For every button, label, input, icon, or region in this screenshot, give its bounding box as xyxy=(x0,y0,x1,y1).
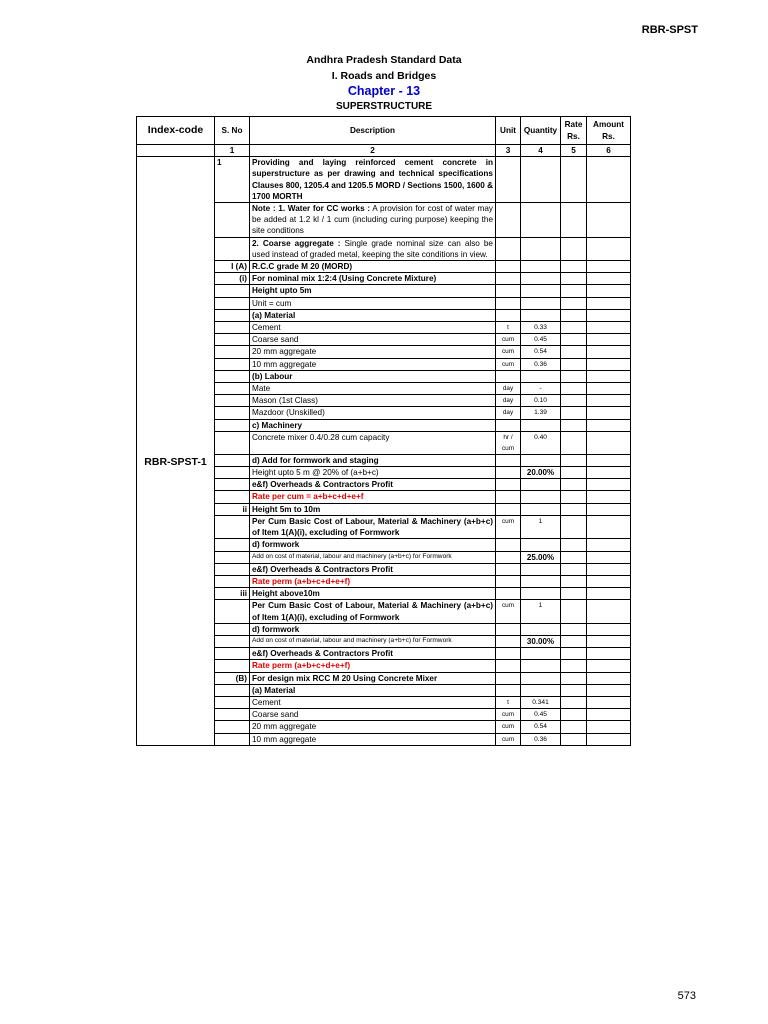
unit-cell xyxy=(496,467,521,479)
column-number: 3 xyxy=(496,145,521,157)
sno-cell xyxy=(215,551,250,563)
amount-cell xyxy=(587,358,631,370)
description-lead: Note : 1. Water for CC works : xyxy=(252,204,371,214)
quantity-cell: 0.341 xyxy=(521,696,561,708)
column-number: 4 xyxy=(521,145,561,157)
sno-cell: I (A) xyxy=(215,261,250,273)
unit-cell: cum xyxy=(496,709,521,721)
description-cell: Mazdoor (Unskilled) xyxy=(250,407,496,419)
description-cell: For nominal mix 1:2:4 (Using Concrete Mixture) xyxy=(250,273,496,285)
description-cell: Cement xyxy=(250,322,496,334)
amount-cell xyxy=(587,237,631,260)
rate-cell xyxy=(561,539,587,551)
sno-cell xyxy=(215,467,250,479)
unit-cell: cum xyxy=(496,334,521,346)
unit-cell xyxy=(496,563,521,575)
sno-cell: (B) xyxy=(215,672,250,684)
document-code: RBR-SPST xyxy=(641,24,698,36)
rate-cell xyxy=(561,407,587,419)
amount-cell xyxy=(587,285,631,297)
amount-cell xyxy=(587,395,631,407)
unit-cell xyxy=(496,309,521,321)
rate-cell xyxy=(561,297,587,309)
quantity-cell xyxy=(521,203,561,238)
amount-cell xyxy=(587,635,631,647)
rate-cell xyxy=(561,419,587,431)
sno-cell xyxy=(215,696,250,708)
rate-cell xyxy=(561,261,587,273)
column-number-row xyxy=(137,145,631,157)
header-description: Description xyxy=(250,117,496,145)
sno-cell xyxy=(215,660,250,672)
quantity-cell xyxy=(521,503,561,515)
quantity-cell xyxy=(521,479,561,491)
description-cell: d) formwork xyxy=(250,539,496,551)
description-cell: c) Machinery xyxy=(250,419,496,431)
quantity-cell xyxy=(521,491,561,503)
quantity-cell: 0.54 xyxy=(521,346,561,358)
sno-cell xyxy=(215,515,250,538)
amount-cell xyxy=(587,551,631,563)
unit-cell: day xyxy=(496,383,521,395)
rate-cell xyxy=(561,203,587,238)
amount-cell xyxy=(587,575,631,587)
amount-cell xyxy=(587,660,631,672)
description-cell: e&f) Overheads & Contractors Profit xyxy=(250,648,496,660)
description-cell: (b) Labour xyxy=(250,370,496,382)
description-cell: d) Add for formwork and staging xyxy=(250,454,496,466)
quantity-cell: 0.36 xyxy=(521,358,561,370)
description-cell: Rate per cum = a+b+c+d+e+f xyxy=(250,491,496,503)
rate-cell xyxy=(561,588,587,600)
description-cell: Height upto 5 m @ 20% of (a+b+c) xyxy=(250,467,496,479)
table-header-row xyxy=(137,117,631,145)
index-code-cell: RBR-SPST-1 xyxy=(137,157,215,746)
sno-cell xyxy=(215,648,250,660)
description-cell: Per Cum Basic Cost of Labour, Material & Machinery (a+b+c) of Item 1(A)(i), excluding of Formwork xyxy=(250,600,496,623)
column-number: 2 xyxy=(250,145,496,157)
sno-cell xyxy=(215,395,250,407)
sno-cell xyxy=(215,203,250,238)
quantity-cell xyxy=(521,419,561,431)
unit-cell xyxy=(496,575,521,587)
description-cell: Height 5m to 10m xyxy=(250,503,496,515)
unit-cell xyxy=(496,539,521,551)
amount-cell xyxy=(587,733,631,745)
amount-cell xyxy=(587,539,631,551)
description-cell: R.C.C grade M 20 (MORD) xyxy=(250,261,496,273)
sno-cell xyxy=(215,479,250,491)
quantity-cell xyxy=(521,684,561,696)
chapter-heading: Chapter - 13 xyxy=(347,84,421,98)
unit-cell xyxy=(496,672,521,684)
quantity-cell xyxy=(521,297,561,309)
unit-cell xyxy=(496,237,521,260)
sno-cell xyxy=(215,431,250,454)
amount-cell xyxy=(587,600,631,623)
amount-cell xyxy=(587,648,631,660)
rate-cell xyxy=(561,672,587,684)
quantity-cell xyxy=(521,454,561,466)
quantity-cell xyxy=(521,237,561,260)
quantity-cell xyxy=(521,285,561,297)
amount-cell xyxy=(587,672,631,684)
quantity-cell: 0.45 xyxy=(521,709,561,721)
unit-cell: cum xyxy=(496,358,521,370)
unit-cell: day xyxy=(496,395,521,407)
amount-cell xyxy=(587,370,631,382)
header-quantity: Quantity xyxy=(521,117,561,145)
header-rate: Rate Rs. xyxy=(561,117,587,145)
unit-cell: t xyxy=(496,322,521,334)
quantity-cell: - xyxy=(521,383,561,395)
header-amount: Amount Rs. xyxy=(587,117,631,145)
page-number: 573 xyxy=(677,990,696,1002)
description-cell: Add on cost of material, labour and machinery (a+b+c) for Formwork xyxy=(250,551,496,563)
rate-cell xyxy=(561,395,587,407)
description-cell xyxy=(250,237,496,260)
rate-cell xyxy=(561,515,587,538)
amount-cell xyxy=(587,467,631,479)
unit-cell xyxy=(496,370,521,382)
rate-cell xyxy=(561,733,587,745)
rate-cell xyxy=(561,383,587,395)
description-cell: Coarse sand xyxy=(250,334,496,346)
sno-cell xyxy=(215,419,250,431)
amount-cell xyxy=(587,346,631,358)
rate-cell xyxy=(561,575,587,587)
quantity-cell xyxy=(521,672,561,684)
amount-cell xyxy=(587,261,631,273)
amount-cell xyxy=(587,684,631,696)
rate-cell xyxy=(561,721,587,733)
unit-cell: day xyxy=(496,407,521,419)
quantity-cell xyxy=(521,261,561,273)
unit-cell xyxy=(496,635,521,647)
rate-cell xyxy=(561,600,587,623)
unit-cell xyxy=(496,588,521,600)
quantity-cell: 0.10 xyxy=(521,395,561,407)
rate-cell xyxy=(561,660,587,672)
amount-cell xyxy=(587,515,631,538)
description-cell: e&f) Overheads & Contractors Profit xyxy=(250,563,496,575)
amount-cell xyxy=(587,419,631,431)
rate-cell xyxy=(561,285,587,297)
unit-cell: cum xyxy=(496,600,521,623)
sno-cell xyxy=(215,600,250,623)
description-cell: Providing and laying reinforced cement concrete in superstructure as per drawing and technical specifications Clauses 800, 1205.4 and 1205.5 MORD / Sections 1500, 1600 & 1700 MORTH xyxy=(250,157,496,203)
amount-cell xyxy=(587,623,631,635)
sno-cell xyxy=(215,491,250,503)
description-cell: d) formwork xyxy=(250,623,496,635)
sno-cell: ii xyxy=(215,503,250,515)
quantity-cell xyxy=(521,309,561,321)
description-cell xyxy=(250,203,496,238)
quantity-cell: 30.00% xyxy=(521,635,561,647)
amount-cell xyxy=(587,696,631,708)
unit-cell: cum xyxy=(496,346,521,358)
quantity-cell xyxy=(521,370,561,382)
quantity-cell xyxy=(521,539,561,551)
unit-cell xyxy=(496,454,521,466)
quantity-cell: 0.40 xyxy=(521,431,561,454)
rate-cell xyxy=(561,503,587,515)
quantity-cell: 1 xyxy=(521,600,561,623)
amount-cell xyxy=(587,297,631,309)
rate-cell xyxy=(561,696,587,708)
amount-cell xyxy=(587,273,631,285)
unit-cell xyxy=(496,551,521,563)
rate-cell xyxy=(561,322,587,334)
unit-cell xyxy=(496,660,521,672)
unit-cell xyxy=(496,261,521,273)
description-cell: (a) Material xyxy=(250,684,496,696)
sno-cell xyxy=(215,539,250,551)
column-number: 6 xyxy=(587,145,631,157)
document-subtitle: I. Roads and Bridges xyxy=(331,70,437,82)
amount-cell xyxy=(587,334,631,346)
sno-cell xyxy=(215,623,250,635)
description-cell: Unit = cum xyxy=(250,297,496,309)
quantity-cell: 0.33 xyxy=(521,322,561,334)
description-cell: Mason (1st Class) xyxy=(250,395,496,407)
rate-cell xyxy=(561,648,587,660)
unit-cell xyxy=(496,491,521,503)
amount-cell xyxy=(587,454,631,466)
unit-cell: cum xyxy=(496,515,521,538)
rate-cell xyxy=(561,157,587,203)
description-cell: 10 mm aggregate xyxy=(250,733,496,745)
rate-cell xyxy=(561,467,587,479)
description-cell: 10 mm aggregate xyxy=(250,358,496,370)
description-cell: Per Cum Basic Cost of Labour, Material & Machinery (a+b+c) of Item 1(A)(i), excluding of Formwork xyxy=(250,515,496,538)
sno-cell xyxy=(215,454,250,466)
sno-cell: 1 xyxy=(215,157,250,203)
column-number: 5 xyxy=(561,145,587,157)
amount-cell xyxy=(587,157,631,203)
amount-cell xyxy=(587,588,631,600)
sno-cell xyxy=(215,407,250,419)
rate-cell xyxy=(561,431,587,454)
sno-cell xyxy=(215,285,250,297)
description-lead: 2. Coarse aggregate : xyxy=(252,238,341,248)
description-cell: Height upto 5m xyxy=(250,285,496,297)
sno-cell xyxy=(215,733,250,745)
sno-cell xyxy=(215,309,250,321)
quantity-cell xyxy=(521,575,561,587)
quantity-cell xyxy=(521,157,561,203)
rate-cell xyxy=(561,309,587,321)
description-cell: (a) Material xyxy=(250,309,496,321)
amount-cell xyxy=(587,407,631,419)
header-unit: Unit xyxy=(496,117,521,145)
rate-cell xyxy=(561,563,587,575)
amount-cell xyxy=(587,563,631,575)
amount-cell xyxy=(587,431,631,454)
quantity-cell: 20.00% xyxy=(521,467,561,479)
unit-cell xyxy=(496,623,521,635)
sno-cell xyxy=(215,237,250,260)
quantity-cell: 0.45 xyxy=(521,334,561,346)
quantity-cell xyxy=(521,648,561,660)
quantity-cell: 0.36 xyxy=(521,733,561,745)
sno-cell xyxy=(215,575,250,587)
unit-cell: cum xyxy=(496,733,521,745)
sno-cell xyxy=(215,383,250,395)
document-title: Andhra Pradesh Standard Data xyxy=(306,54,462,66)
sno-cell xyxy=(215,721,250,733)
table-row xyxy=(137,157,631,203)
sno-cell xyxy=(215,635,250,647)
unit-cell: t xyxy=(496,696,521,708)
sno-cell xyxy=(215,684,250,696)
unit-cell xyxy=(496,273,521,285)
amount-cell xyxy=(587,322,631,334)
description-cell: Add on cost of material, labour and machinery (a+b+c) for Formwork xyxy=(250,635,496,647)
rate-cell xyxy=(561,551,587,563)
unit-cell xyxy=(496,419,521,431)
amount-cell xyxy=(587,203,631,238)
sno-cell xyxy=(215,370,250,382)
unit-cell xyxy=(496,479,521,491)
unit-cell xyxy=(496,203,521,238)
amount-cell xyxy=(587,721,631,733)
rate-cell xyxy=(561,273,587,285)
description-cell: Coarse sand xyxy=(250,709,496,721)
description-cell: e&f) Overheads & Contractors Profit xyxy=(250,479,496,491)
unit-cell xyxy=(496,648,521,660)
rate-cell xyxy=(561,635,587,647)
quantity-cell xyxy=(521,273,561,285)
amount-cell xyxy=(587,491,631,503)
description-cell: Height above10m xyxy=(250,588,496,600)
unit-cell: cum xyxy=(496,721,521,733)
sno-cell: iii xyxy=(215,588,250,600)
quantity-cell xyxy=(521,563,561,575)
rate-cell xyxy=(561,237,587,260)
quantity-cell: 0.54 xyxy=(521,721,561,733)
description-cell: For design mix RCC M 20 Using Concrete Mixer xyxy=(250,672,496,684)
unit-cell xyxy=(496,157,521,203)
section-heading: SUPERSTRUCTURE xyxy=(335,101,433,112)
rate-cell xyxy=(561,684,587,696)
sno-cell: (i) xyxy=(215,273,250,285)
unit-cell xyxy=(496,503,521,515)
rate-cell xyxy=(561,334,587,346)
description-cell: Rate perm (a+b+c+d+e+f) xyxy=(250,660,496,672)
column-number-blank xyxy=(137,145,215,157)
unit-cell xyxy=(496,684,521,696)
header-sno: S. No xyxy=(215,117,250,145)
sno-cell xyxy=(215,297,250,309)
description-text: A provision for cost of water may be added at 1.2 kl / 1 cum (including curing purpose) keeping the site conditions xyxy=(252,204,493,236)
unit-cell: hr / cum xyxy=(496,431,521,454)
sno-cell xyxy=(215,358,250,370)
rate-cell xyxy=(561,358,587,370)
quantity-cell xyxy=(521,623,561,635)
description-cell: 20 mm aggregate xyxy=(250,346,496,358)
unit-cell xyxy=(496,297,521,309)
amount-cell xyxy=(587,479,631,491)
unit-cell xyxy=(496,285,521,297)
amount-cell xyxy=(587,503,631,515)
sno-cell xyxy=(215,346,250,358)
quantity-cell: 25.00% xyxy=(521,551,561,563)
description-cell: 20 mm aggregate xyxy=(250,721,496,733)
quantity-cell: 1.39 xyxy=(521,407,561,419)
sno-cell xyxy=(215,334,250,346)
rate-cell xyxy=(561,623,587,635)
description-cell: Mate xyxy=(250,383,496,395)
amount-cell xyxy=(587,309,631,321)
description-cell: Concrete mixer 0.4/0.28 cum capacity xyxy=(250,431,496,454)
column-number: 1 xyxy=(215,145,250,157)
amount-cell xyxy=(587,709,631,721)
standard-data-table xyxy=(136,116,631,746)
rate-cell xyxy=(561,491,587,503)
rate-cell xyxy=(561,346,587,358)
quantity-cell xyxy=(521,588,561,600)
rate-cell xyxy=(561,479,587,491)
description-cell: Rate perm (a+b+c+d+e+f) xyxy=(250,575,496,587)
header-index-code: Index-code xyxy=(137,117,215,145)
rate-cell xyxy=(561,454,587,466)
description-text: Single grade nominal size can also be used instead of graded metal, keeping the site conditions in view. xyxy=(252,238,493,259)
rate-cell xyxy=(561,370,587,382)
rate-cell xyxy=(561,709,587,721)
quantity-cell xyxy=(521,660,561,672)
sno-cell xyxy=(215,322,250,334)
description-cell: Cement xyxy=(250,696,496,708)
sno-cell xyxy=(215,563,250,575)
quantity-cell: 1 xyxy=(521,515,561,538)
sno-cell xyxy=(215,709,250,721)
amount-cell xyxy=(587,383,631,395)
